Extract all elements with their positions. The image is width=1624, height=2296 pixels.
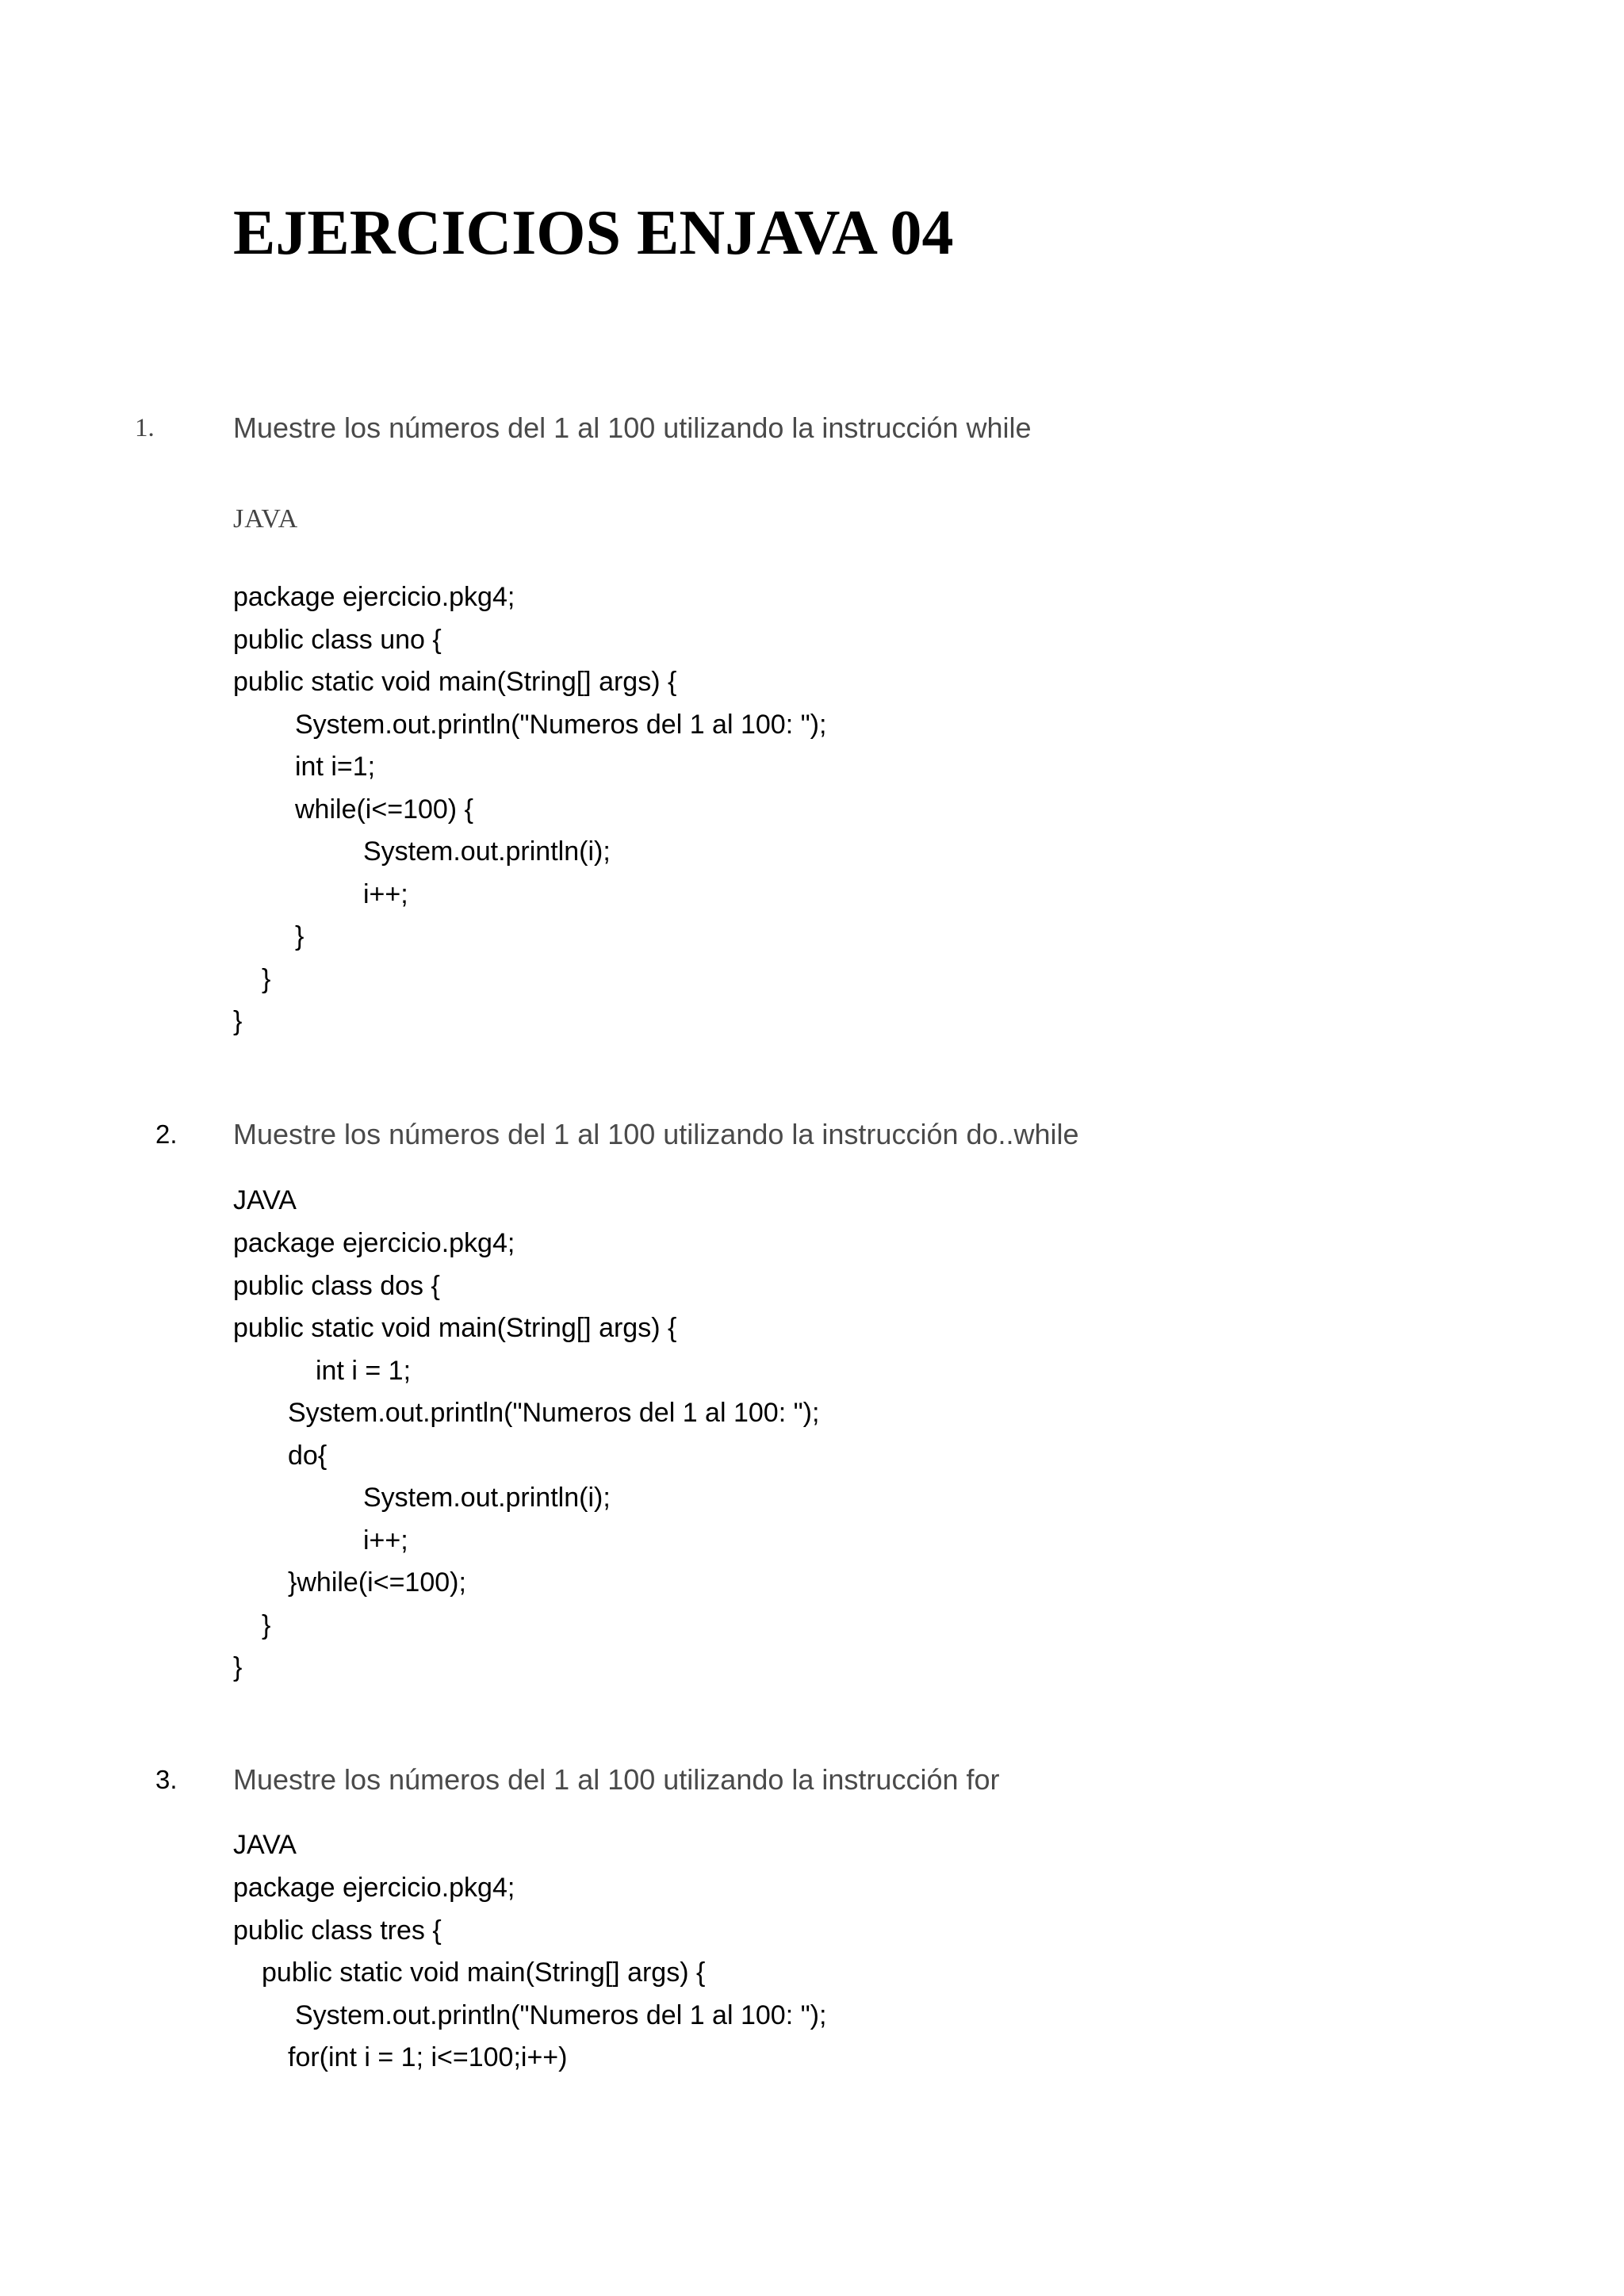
code-line: } bbox=[233, 1006, 243, 1036]
code-line: public class uno { bbox=[233, 624, 442, 655]
exercise-number: 1. bbox=[135, 414, 155, 442]
code-line: } bbox=[262, 1609, 271, 1640]
code-line: System.out.println("Numeros del 1 al 100: "); bbox=[295, 709, 827, 740]
exercise-number: 3. bbox=[155, 1765, 178, 1794]
document-title: EJERCICIOS ENJAVA 04 bbox=[233, 198, 954, 268]
code-line: do{ bbox=[288, 1440, 327, 1471]
code-line: package ejercicio.pkg4; bbox=[233, 1873, 515, 1903]
code-line: for(int i = 1; i<=100;i++) bbox=[288, 2042, 568, 2072]
code-line: i++; bbox=[363, 878, 408, 909]
code-line: } bbox=[262, 963, 271, 994]
code-line: }while(i<=100); bbox=[288, 1567, 466, 1598]
code-line: System.out.println("Numeros del 1 al 100: "); bbox=[288, 1398, 820, 1428]
code-line: public static void main(String[] args) { bbox=[262, 1957, 706, 1988]
language-label: JAVA bbox=[233, 1185, 297, 1215]
code-block bbox=[0, 1867, 1624, 2080]
exercise-number: 2. bbox=[155, 1119, 178, 1149]
code-line: System.out.println(i); bbox=[363, 1483, 611, 1513]
code-block bbox=[0, 576, 1624, 1043]
code-line: package ejercicio.pkg4; bbox=[233, 1228, 515, 1258]
code-line: } bbox=[295, 921, 304, 951]
code-line: package ejercicio.pkg4; bbox=[233, 582, 515, 612]
code-line: System.out.println(i); bbox=[363, 836, 611, 867]
exercise-question: Muestre los números del 1 al 100 utilizando la instrucción for bbox=[233, 1763, 1000, 1796]
language-label: JAVA bbox=[233, 504, 299, 534]
code-line: i++; bbox=[363, 1525, 408, 1556]
exercise-question: Muestre los números del 1 al 100 utilizando la instrucción do..while bbox=[233, 1118, 1079, 1150]
code-line: public static void main(String[] args) { bbox=[233, 1313, 677, 1343]
code-line: int i = 1; bbox=[316, 1355, 412, 1386]
code-line: while(i<=100) { bbox=[295, 794, 473, 825]
exercise-question: Muestre los números del 1 al 100 utilizando la instrucción while bbox=[233, 411, 1032, 444]
language-label: JAVA bbox=[233, 1830, 297, 1860]
code-line: int i=1; bbox=[295, 752, 376, 782]
code-line: System.out.println("Numeros del 1 al 100: "); bbox=[295, 1999, 827, 2030]
code-block bbox=[0, 1223, 1624, 1689]
code-line: } bbox=[233, 1652, 243, 1682]
code-line: public class dos { bbox=[233, 1270, 440, 1301]
code-line: public static void main(String[] args) { bbox=[233, 667, 677, 697]
code-line: public class tres { bbox=[233, 1915, 442, 1946]
